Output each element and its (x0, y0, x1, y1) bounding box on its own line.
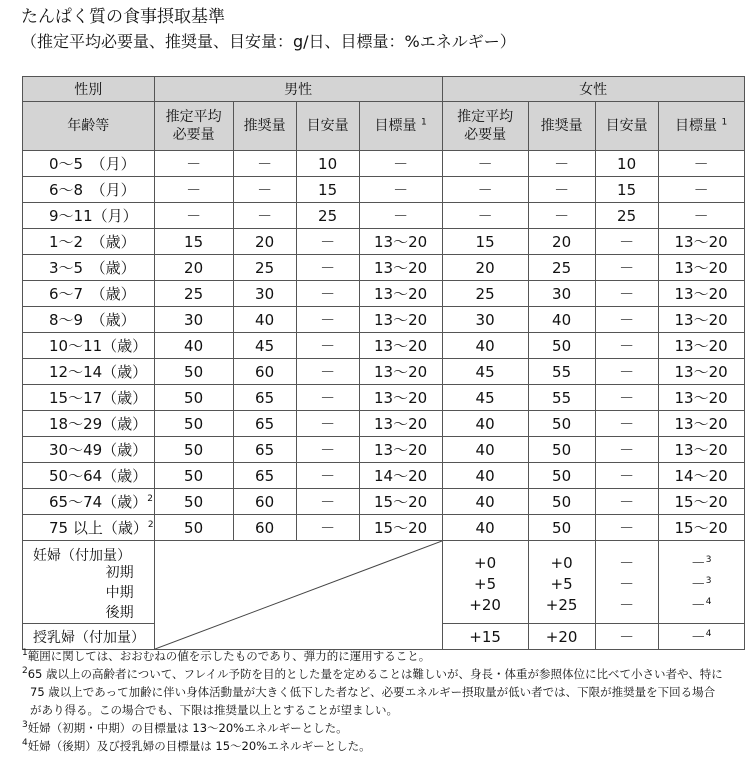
male-value-cell: 13～20 (359, 333, 442, 359)
female-value-cell: － (442, 177, 528, 203)
female-value-cell: － (595, 229, 658, 255)
male-value-cell: 13～20 (359, 411, 442, 437)
female-value-cell: 13～20 (658, 411, 744, 437)
pregnant-label: 妊婦（付加量） (33, 548, 131, 564)
male-value-cell: 65 (233, 437, 296, 463)
pregnant-early-label: 初期 (105, 565, 134, 581)
male-ai-header: 目安量 (296, 102, 359, 151)
male-value-cell: 30 (154, 307, 233, 333)
female-value-cell: 50 (528, 411, 595, 437)
female-value-cell: 50 (528, 437, 595, 463)
female-value-cell: 30 (528, 281, 595, 307)
age-cell (23, 515, 155, 541)
female-value-cell: 40 (442, 411, 528, 437)
pregnant-dg-cell (658, 541, 744, 624)
female-header: 女性 (442, 77, 744, 102)
footnote (22, 737, 742, 755)
age-label: 1～2 （歳） (49, 233, 136, 251)
pregnant-ear-late: +20 (469, 596, 501, 614)
female-value-cell: － (595, 437, 658, 463)
pregnant-ai-late: － (619, 596, 635, 614)
male-value-cell: － (296, 281, 359, 307)
footnote (22, 665, 742, 683)
male-value-cell: － (296, 437, 359, 463)
footnote-text: 75 歳以上であって加齢に伴い身体活動量が大きく低下した者など、必要エネルギー摂取量が低い者では、下限が推奨量を下回る場合 (30, 685, 716, 699)
male-value-cell: 50 (154, 359, 233, 385)
age-label: 6～8 （月） (49, 181, 136, 199)
male-value-cell: － (233, 177, 296, 203)
table-row (23, 359, 745, 385)
ear-line2: 必要量 (172, 127, 215, 143)
male-value-cell: － (296, 463, 359, 489)
female-value-cell: － (595, 515, 658, 541)
table-row (23, 229, 745, 255)
male-value-cell: － (296, 515, 359, 541)
female-value-cell: 40 (442, 437, 528, 463)
pregnant-ear-mid: +5 (474, 575, 497, 593)
female-dg-header (658, 102, 744, 151)
male-value-cell: 50 (154, 437, 233, 463)
female-value-cell: 14～20 (658, 463, 744, 489)
female-value-cell: － (595, 411, 658, 437)
male-value-cell: － (296, 385, 359, 411)
male-value-cell: 50 (154, 463, 233, 489)
footnote-mark: 2 (147, 494, 153, 504)
protein-intake-table (22, 76, 745, 650)
pregnant-late-label: 後期 (105, 605, 134, 621)
table-row (23, 151, 745, 177)
footnote-text: 65 歳以上の高齢者について、フレイル予防を目的とした量を定めることは難しいが、身長・体重が参照体位に比べて小さい者や、特に (27, 667, 723, 681)
female-value-cell: 50 (528, 463, 595, 489)
age-cell (23, 255, 155, 281)
footnote-text: 範囲に関しては、おおむねの値を示したものであり、弾力的に運用すること。 (27, 649, 431, 663)
footnote (22, 719, 742, 737)
male-value-cell: 50 (154, 411, 233, 437)
male-dg-header (359, 102, 442, 151)
footnote-number: 2 (22, 666, 28, 677)
male-value-cell: 30 (233, 281, 296, 307)
pregnant-ear-early: +0 (474, 554, 497, 572)
female-value-cell: 13～20 (658, 359, 744, 385)
table-row (23, 307, 745, 333)
table-body (23, 151, 745, 541)
page-title: たんぱく質の食事摂取基準 (21, 7, 225, 27)
dg-footnote-mark: 1 (721, 117, 728, 128)
age-label: 15～17（歳） (49, 389, 148, 407)
female-value-cell: 13～20 (658, 385, 744, 411)
dash: － (690, 628, 706, 646)
male-value-cell: 40 (233, 307, 296, 333)
footnote-mark: 3 (705, 555, 712, 565)
female-value-cell: 13～20 (658, 229, 744, 255)
male-value-cell: 13～20 (359, 255, 442, 281)
pregnant-ai-cell (595, 541, 658, 624)
lactating-rda: +20 (528, 624, 595, 650)
male-value-cell: － (296, 489, 359, 515)
age-label: 6～7 （歳） (49, 285, 136, 303)
age-label: 75 以上（歳） (49, 519, 148, 537)
table-row (23, 203, 745, 229)
male-value-cell: 60 (233, 515, 296, 541)
male-value-cell: － (359, 203, 442, 229)
male-value-cell: 13～20 (359, 385, 442, 411)
footnote-mark: 3 (705, 576, 712, 586)
ear-line1: 推定平均 (457, 109, 514, 125)
female-value-cell: 15 (595, 177, 658, 203)
female-value-cell: － (528, 151, 595, 177)
female-value-cell: － (595, 333, 658, 359)
age-label: 0～5 （月） (49, 155, 136, 173)
table-row (23, 255, 745, 281)
female-value-cell: 55 (528, 385, 595, 411)
dg-label: 目標量 (675, 118, 717, 134)
table-row (23, 489, 745, 515)
male-value-cell: － (296, 411, 359, 437)
female-ai-header: 目安量 (595, 102, 658, 151)
pregnant-dg-late (659, 595, 744, 616)
age-cell (23, 307, 155, 333)
female-value-cell: 13～20 (658, 307, 744, 333)
male-value-cell: 50 (154, 489, 233, 515)
table-row (23, 437, 745, 463)
male-header: 男性 (154, 77, 442, 102)
male-value-cell: 13～20 (359, 359, 442, 385)
male-value-cell: － (296, 229, 359, 255)
sex-header: 性別 (23, 77, 155, 102)
female-value-cell: 45 (442, 385, 528, 411)
male-value-cell: － (154, 177, 233, 203)
female-value-cell: 13～20 (658, 333, 744, 359)
age-label: 50～64（歳） (49, 467, 148, 485)
female-value-cell: － (595, 463, 658, 489)
lactating-ear: +15 (442, 624, 528, 650)
female-value-cell: － (658, 177, 744, 203)
male-value-cell: 50 (154, 515, 233, 541)
age-label: 10～11（歳） (49, 337, 148, 355)
table-row (23, 281, 745, 307)
dg-footnote-mark: 1 (420, 117, 427, 128)
age-cell (23, 177, 155, 203)
footnote-text: 妊婦（初期・中期）の目標量は 13～20%エネルギーとした。 (27, 721, 348, 735)
female-ear-header (442, 102, 528, 151)
age-cell (23, 411, 155, 437)
male-value-cell: 45 (233, 333, 296, 359)
ear-line2: 必要量 (464, 127, 507, 143)
female-value-cell: 10 (595, 151, 658, 177)
age-cell (23, 463, 155, 489)
female-value-cell: 40 (442, 515, 528, 541)
pregnant-rda-cell (528, 541, 595, 624)
table-row (23, 385, 745, 411)
age-label: 30～49（歳） (49, 441, 148, 459)
age-label: 3～5 （歳） (49, 259, 136, 277)
footnote (22, 647, 742, 665)
table-row (23, 177, 745, 203)
table-row (23, 515, 745, 541)
male-value-cell: － (233, 151, 296, 177)
pregnant-rda-late: +25 (545, 596, 578, 614)
footnote-number: 3 (22, 720, 28, 731)
female-value-cell: － (442, 151, 528, 177)
pregnant-rda-early: +0 (550, 554, 573, 572)
age-label: 18～29（歳） (49, 415, 148, 433)
male-value-cell: 65 (233, 411, 296, 437)
footnote-number: 4 (22, 738, 28, 749)
male-value-cell: 25 (154, 281, 233, 307)
male-value-cell: 15 (154, 229, 233, 255)
footnote (22, 683, 742, 701)
pregnant-ear-cell (442, 541, 528, 624)
male-value-cell: 15～20 (359, 515, 442, 541)
pregnant-ai-early: － (619, 554, 635, 572)
male-value-cell: － (233, 203, 296, 229)
dash: － (690, 554, 706, 572)
female-value-cell: 40 (528, 307, 595, 333)
pregnant-mid-label: 中期 (105, 585, 134, 601)
female-value-cell: － (658, 203, 744, 229)
female-value-cell: 25 (442, 281, 528, 307)
female-value-cell: － (595, 255, 658, 281)
male-value-cell: 40 (154, 333, 233, 359)
male-value-cell: － (296, 333, 359, 359)
age-cell (23, 333, 155, 359)
age-cell (23, 229, 155, 255)
female-value-cell: 40 (442, 489, 528, 515)
female-value-cell: － (595, 281, 658, 307)
male-value-cell: 20 (154, 255, 233, 281)
male-value-cell: 15 (296, 177, 359, 203)
male-value-cell: 13～20 (359, 281, 442, 307)
male-value-cell: 13～20 (359, 437, 442, 463)
female-value-cell: － (595, 359, 658, 385)
age-cell (23, 359, 155, 385)
pregnant-dg-early (659, 553, 744, 574)
female-value-cell: － (658, 151, 744, 177)
male-value-cell: 65 (233, 385, 296, 411)
age-cell (23, 281, 155, 307)
female-value-cell: － (595, 489, 658, 515)
female-value-cell: 13～20 (658, 255, 744, 281)
female-value-cell: 13～20 (658, 437, 744, 463)
footnote-text: 妊婦（後期）及び授乳婦の目標量は 15～20%エネルギーとした。 (27, 739, 371, 753)
male-value-cell: － (359, 151, 442, 177)
male-value-cell: 60 (233, 359, 296, 385)
female-value-cell: 45 (442, 359, 528, 385)
pregnant-label-cell (23, 541, 155, 624)
lactating-ai: － (595, 624, 658, 650)
female-value-cell: 55 (528, 359, 595, 385)
table-row (23, 463, 745, 489)
male-value-cell: 25 (296, 203, 359, 229)
lactating-label: 授乳婦（付加量） (23, 624, 155, 650)
female-value-cell: 15～20 (658, 489, 744, 515)
female-value-cell: 25 (595, 203, 658, 229)
female-value-cell: 40 (442, 463, 528, 489)
female-value-cell: 50 (528, 333, 595, 359)
dash: － (690, 596, 706, 614)
page-subtitle: （推定平均必要量、推奨量、目安量：g/日、目標量：%エネルギー） (21, 32, 516, 51)
female-value-cell: 30 (442, 307, 528, 333)
table-row (23, 333, 745, 359)
male-value-cell: 60 (233, 489, 296, 515)
footnote-mark: 4 (705, 629, 712, 639)
age-cell (23, 385, 155, 411)
male-value-cell: － (154, 203, 233, 229)
male-value-cell: 13～20 (359, 229, 442, 255)
female-value-cell: 20 (442, 255, 528, 281)
male-value-cell: － (296, 359, 359, 385)
age-label: 12～14（歳） (49, 363, 148, 381)
female-value-cell: 15～20 (658, 515, 744, 541)
female-value-cell: 50 (528, 515, 595, 541)
female-value-cell: 13～20 (658, 281, 744, 307)
male-value-cell: － (154, 151, 233, 177)
age-cell (23, 437, 155, 463)
male-ear-header (154, 102, 233, 151)
male-value-cell: － (296, 255, 359, 281)
age-label: 9～11（月） (49, 207, 138, 225)
male-value-cell: － (359, 177, 442, 203)
female-value-cell: － (442, 203, 528, 229)
age-label: 65～74（歳） (49, 493, 148, 511)
age-cell (23, 203, 155, 229)
footnote (22, 701, 742, 719)
footnote-text: があり得る。この場合でも、下限は推奨量以上とすることが望ましい。 (30, 703, 398, 717)
age-cell (23, 151, 155, 177)
pregnant-rda-mid: +5 (550, 575, 573, 593)
female-value-cell: － (528, 177, 595, 203)
female-value-cell: － (528, 203, 595, 229)
male-value-cell: 14～20 (359, 463, 442, 489)
male-value-cell: 10 (296, 151, 359, 177)
male-rda-header: 推奨量 (233, 102, 296, 151)
lactating-dg (658, 624, 744, 650)
female-rda-header: 推奨量 (528, 102, 595, 151)
footnote-mark: 4 (705, 597, 712, 607)
footnote-number: 1 (22, 648, 28, 659)
age-cell (23, 489, 155, 515)
age-header: 年齢等 (23, 102, 155, 151)
table-row (23, 411, 745, 437)
male-value-cell: 15～20 (359, 489, 442, 515)
male-value-cell: 65 (233, 463, 296, 489)
footnote-mark: 2 (147, 520, 154, 530)
ear-line1: 推定平均 (165, 109, 222, 125)
female-value-cell: 20 (528, 229, 595, 255)
male-value-cell: － (296, 307, 359, 333)
footnotes (22, 647, 742, 755)
female-value-cell: 50 (528, 489, 595, 515)
male-value-cell: 13～20 (359, 307, 442, 333)
female-value-cell: 25 (528, 255, 595, 281)
female-value-cell: － (595, 307, 658, 333)
male-value-cell: 50 (154, 385, 233, 411)
female-value-cell: 40 (442, 333, 528, 359)
pregnant-ai-mid: － (619, 575, 635, 593)
dash: － (690, 575, 706, 593)
female-value-cell: 15 (442, 229, 528, 255)
male-value-cell: 25 (233, 255, 296, 281)
male-value-cell: 20 (233, 229, 296, 255)
age-label: 8～9 （歳） (49, 311, 136, 329)
pregnant-dg-mid (659, 574, 744, 595)
male-not-applicable-cell (154, 541, 442, 650)
dg-label: 目標量 (374, 118, 417, 134)
female-value-cell: － (595, 385, 658, 411)
diagonal-line (155, 541, 442, 649)
